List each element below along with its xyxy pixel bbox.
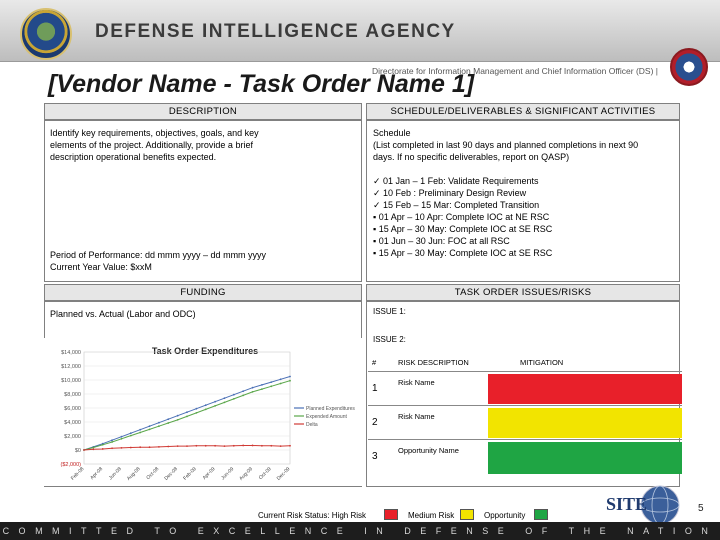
page-title: [Vendor Name - Task Order Name 1] (48, 70, 475, 98)
schedule-item: ✓ 10 Feb : Preliminary Design Review (373, 188, 527, 198)
description-panel (44, 120, 362, 282)
chart-y-tick-label: $0 (74, 448, 81, 454)
schedule-item: ✓ 01 Jan – 1 Feb: Validate Requirements (373, 176, 539, 186)
legend-opportunity-label: Opportunity (484, 511, 526, 520)
chart-data-point (280, 445, 282, 447)
chart-data-point (167, 422, 169, 424)
chart-data-point (177, 445, 179, 447)
chart-legend-label: Planned Expenditures (306, 406, 355, 412)
chart-data-point (130, 435, 132, 437)
chart-data-point (233, 398, 235, 400)
site-logo-icon (604, 484, 696, 526)
chart-data-point (130, 432, 132, 434)
svg-text:SITE: SITE (606, 494, 648, 514)
chart-data-point (195, 445, 197, 447)
chart-y-tick-label: $10,000 (61, 378, 81, 384)
chart-data-point (111, 447, 113, 449)
description-header: DESCRIPTION (44, 103, 362, 120)
risk-status-high (488, 374, 682, 404)
chart-data-point (224, 397, 226, 399)
chart-data-point (149, 425, 151, 427)
legend-opportunity-swatch (534, 509, 548, 520)
chart-data-point (111, 441, 113, 443)
schedule-item: ▪ 15 Apr – 30 May: Complete IOC at SE RSC (373, 248, 553, 258)
chart-data-point (149, 428, 151, 430)
chart-y-tick-label: ($2,000) (60, 462, 81, 468)
chart-data-point (121, 436, 123, 438)
chart-data-point (224, 402, 226, 404)
chart-y-tick-label: $2,000 (64, 434, 81, 440)
chart-data-point (289, 376, 291, 378)
chart-x-tick-label: Oct-08 (145, 466, 161, 482)
risk-row-1: 1 Risk Name (368, 372, 682, 406)
risk-status-legend: Current Risk Status: High Risk (258, 511, 367, 520)
chart-x-tick-label: Aug-08 (125, 466, 142, 482)
funding-subtitle: Planned vs. Actual (Labor and ODC) (50, 309, 196, 319)
chart-data-point (233, 394, 235, 396)
chart-data-point (139, 446, 141, 448)
issue-1-label: ISSUE 1: (373, 307, 406, 316)
chart-data-point (195, 412, 197, 414)
schedule-item: ▪ 01 Jun – 30 Jun: FOC at all RSC (373, 236, 510, 246)
chart-x-tick-label: Apr-09 (201, 466, 217, 482)
chart-data-point (205, 409, 207, 411)
chart-data-point (214, 401, 216, 403)
risk-status-opportunity (488, 442, 682, 474)
chart-data-point (214, 405, 216, 407)
chart-x-tick-label: Aug-09 (238, 466, 254, 482)
legend-medium-label: Medium Risk (408, 511, 455, 520)
chart-x-tick-label: Apr-08 (89, 466, 105, 482)
schedule-item: ▪ 15 Apr – 30 May: Complete IOC at SE RSC (373, 224, 553, 234)
agency-banner (0, 0, 720, 62)
chart-data-point (261, 388, 263, 390)
chart-title: Task Order Expenditures (151, 346, 259, 356)
chart-data-point (139, 429, 141, 431)
chart-data-point (111, 439, 113, 441)
chart-data-point (102, 448, 104, 450)
schedule-intro: Schedule (List completed in last 90 days and planned completions in next 90 days. If no specific deliverables, report on QASP) (373, 128, 639, 162)
chart-x-tick-label: Feb-08 (69, 466, 86, 482)
chart-x-tick-label: Dec-09 (275, 466, 292, 482)
issue-2-label: ISSUE 2: (373, 335, 406, 344)
chart-y-tick-label: $6,000 (64, 406, 81, 412)
chart-data-point (177, 419, 179, 421)
chart-data-point (242, 395, 244, 397)
chart-x-tick-label: Oct-09 (257, 466, 273, 482)
eagle-seal-icon (670, 48, 708, 86)
footer-motto: COMMITTED TO EXCELLENCE IN DEFENSE OF THE NATION (0, 522, 720, 540)
chart-data-point (158, 446, 160, 448)
risk-table-header (368, 352, 682, 372)
chart-data-point (252, 445, 254, 447)
chart-x-tick-label: Dec-08 (163, 466, 180, 482)
schedule-item: ▪ 01 Apr – 10 Apr: Complete IOC at NE RSC (373, 212, 550, 222)
chart-data-point (195, 408, 197, 410)
description-text: Identify key requirements, objectives, goals, and key elements of the project. Additionally, provide a brief description operational benefits expected. (50, 128, 259, 162)
chart-data-point (242, 390, 244, 392)
schedule-item: ✓ 15 Feb – 15 Mar: Completed Transition (373, 200, 540, 210)
funding-header: FUNDING (44, 284, 362, 301)
chart-data-point (261, 384, 263, 386)
chart-data-point (92, 448, 94, 450)
chart-data-point (205, 404, 207, 406)
chart-data-point (242, 445, 244, 447)
issues-header: TASK ORDER ISSUES/RISKS (366, 284, 680, 301)
chart-data-point (177, 415, 179, 417)
chart-y-tick-label: $4,000 (64, 420, 81, 426)
chart-data-point (102, 444, 104, 446)
risk-col-description: RISK DESCRIPTION (398, 358, 469, 367)
chart-data-point (224, 445, 226, 447)
risk-col-mitigation: MITIGATION (520, 358, 564, 367)
chart-data-point (270, 385, 272, 387)
risk-row-3: 3 Opportunity Name (368, 440, 682, 476)
chart-data-point (205, 445, 207, 447)
chart-data-point (158, 425, 160, 427)
chart-x-tick-label: Jun-08 (107, 466, 123, 482)
chart-data-point (289, 445, 291, 447)
chart-data-point (252, 391, 254, 393)
chart-x-tick-label: Jun-09 (220, 466, 236, 482)
agency-name: DEFENSE INTELLIGENCE AGENCY (95, 21, 456, 42)
chart-data-point (186, 416, 188, 418)
schedule-list (373, 175, 552, 259)
chart-data-point (289, 380, 291, 382)
schedule-header: SCHEDULE/DELIVERABLES & SIGNIFICANT ACTIVITIES (366, 103, 680, 120)
legend-high-swatch (384, 509, 398, 520)
chart-data-point (92, 447, 94, 449)
chart-data-point (139, 432, 141, 434)
chart-data-point (280, 378, 282, 380)
chart-y-tick-label: $8,000 (64, 392, 81, 398)
chart-data-point (233, 445, 235, 447)
schedule-panel (366, 120, 680, 282)
chart-data-point (214, 445, 216, 447)
directorate-label: Directorate for Information Management and Chief Information Officer (DS) | (372, 66, 658, 76)
legend-medium-swatch (460, 509, 474, 520)
risk-row-2: 2 Risk Name (368, 406, 682, 440)
risk-col-number: # (372, 358, 377, 367)
chart-data-point (280, 383, 282, 385)
expenditures-chart (44, 338, 362, 486)
chart-legend-label: Delta (306, 422, 318, 428)
chart-data-point (252, 387, 254, 389)
chart-data-point (121, 447, 123, 449)
chart-data-point (149, 446, 151, 448)
dia-seal-icon (20, 8, 72, 60)
risk-status-medium (488, 408, 682, 438)
chart-data-point (186, 445, 188, 447)
chart-x-tick-label: Feb-09 (182, 466, 198, 482)
chart-legend-label: Expended Amount (306, 414, 347, 420)
chart-data-point (83, 449, 85, 451)
chart-data-point (270, 381, 272, 383)
chart-data-point (158, 422, 160, 424)
chart-data-point (270, 445, 272, 447)
chart-data-point (167, 446, 169, 448)
page-number: 5 (698, 503, 704, 514)
period-of-performance: Period of Performance: dd mmm yyyy – dd mmm yyyy Current Year Value: $xxM (50, 250, 267, 272)
chart-y-tick-label: $14,000 (61, 350, 81, 356)
chart-data-point (167, 418, 169, 420)
chart-y-tick-label: $12,000 (61, 364, 81, 370)
chart-data-point (130, 447, 132, 449)
chart-data-point (121, 438, 123, 440)
chart-data-point (186, 411, 188, 413)
chart-data-point (261, 445, 263, 447)
